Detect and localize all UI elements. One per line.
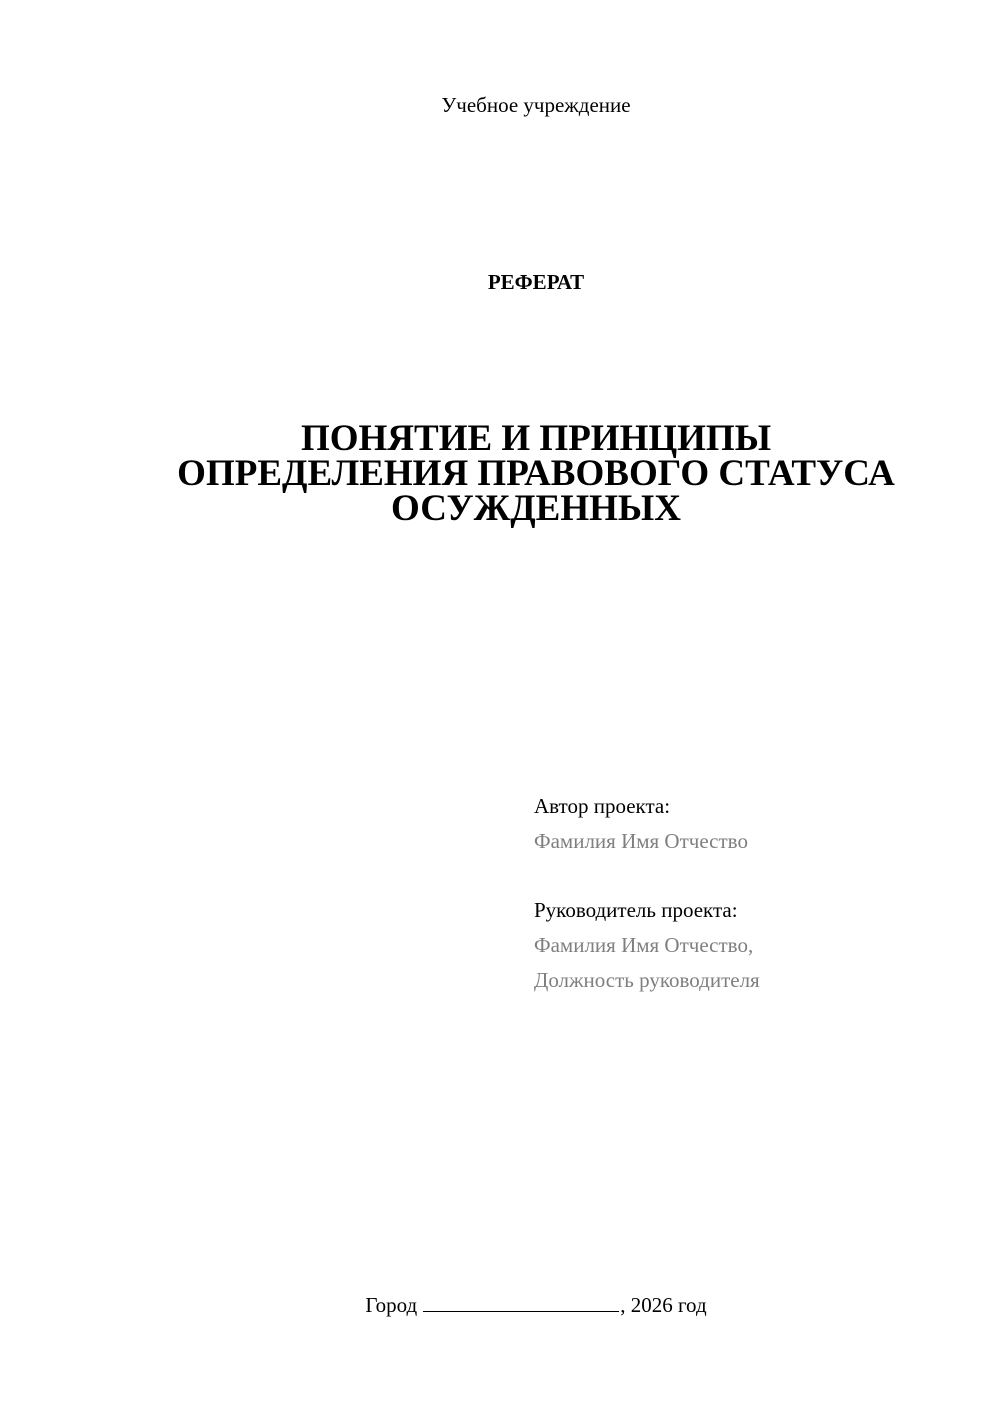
supervisor-label: Руководитель проекта: bbox=[534, 898, 738, 922]
city-blank-line bbox=[423, 1294, 619, 1312]
year-text: , 2026 год bbox=[620, 1293, 707, 1317]
title-line: ОПРЕДЕЛЕНИЯ ПРАВОВОГО СТАТУСА bbox=[177, 453, 895, 494]
title-line: ОСУЖДЕННЫХ bbox=[391, 488, 681, 529]
document-title bbox=[100, 418, 972, 529]
author-label: Автор проекта: bbox=[534, 794, 671, 818]
author-name: Фамилия Имя Отчество bbox=[534, 829, 748, 853]
institution-name: Учебное учреждение bbox=[441, 93, 631, 117]
title-line: ПОНЯТИЕ И ПРИНЦИПЫ bbox=[300, 418, 772, 459]
document-type: РЕФЕРАТ bbox=[487, 270, 585, 294]
city-year-line bbox=[0, 1292, 1000, 1318]
supervisor-name: Фамилия Имя Отчество, bbox=[534, 933, 754, 957]
supervisor-position: Должность руководителя bbox=[534, 968, 760, 992]
credits-spacer bbox=[534, 859, 964, 893]
city-label: Город bbox=[365, 1293, 418, 1317]
credits-block bbox=[534, 789, 964, 998]
